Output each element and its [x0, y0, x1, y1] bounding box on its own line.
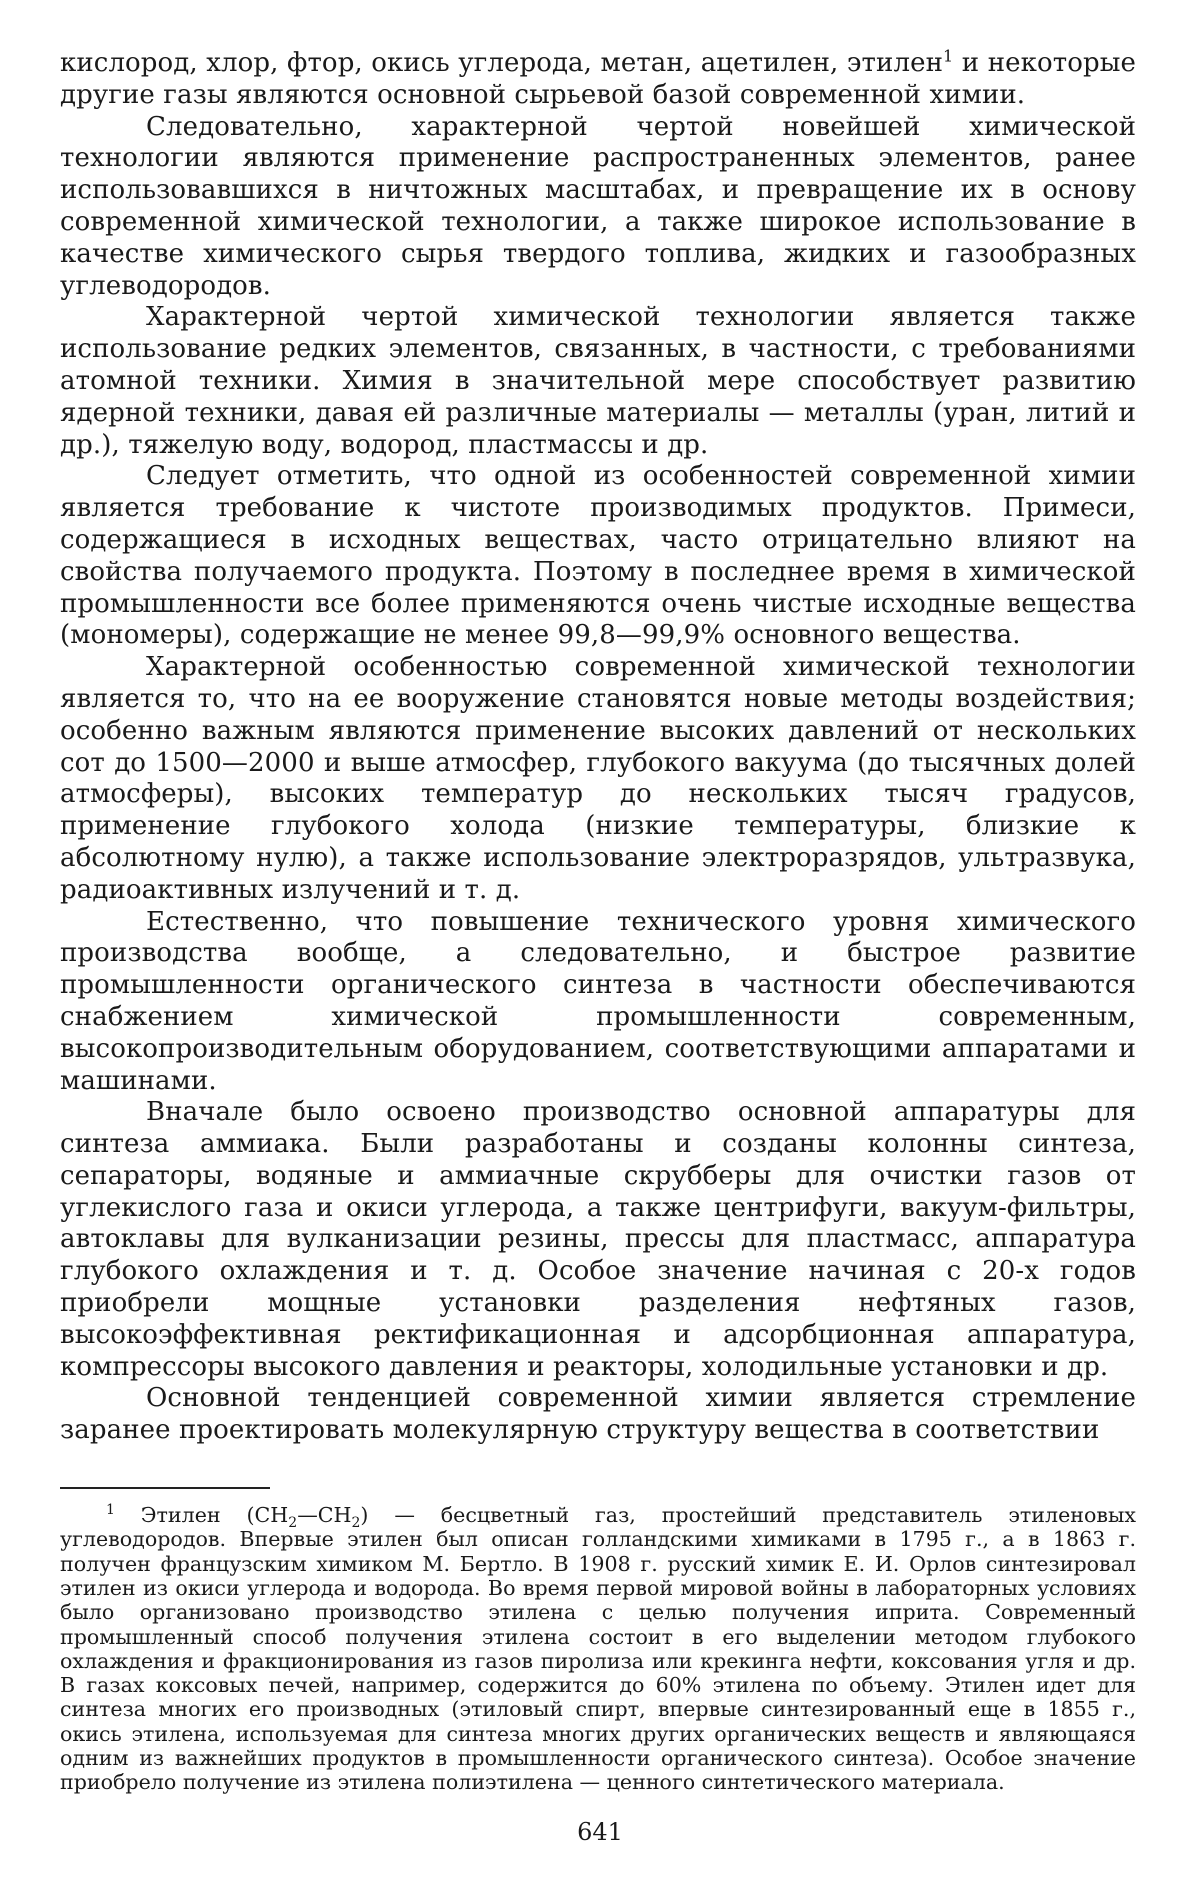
- paragraph: Следовательно, характерной чертой новейшей химической технологии являются применение распространенных элементов, ранее использовавшихся в ничтожных масштабах, и превращение их в основу современной химической технологии, а также широкое использование в качестве химического сырья твердого топлива, жидких и газообразных углеводородов.: [60, 111, 1136, 301]
- footnote-text: $^1$ Этилен $(CH_2—CH_2)$ — бесцветный газ, простейший представитель этиленовых углеводородов. Впервые этилен был описан голландскими химиками в 1795 г., а в 1863 г. получен французским химиком М. Бертло. В 1908 г. русский химик Е. И. Орлов синтезировал этилен из окиси углерода и водорода. Во время первой мировой войны в лабораторных условиях было организовано производство этилена с целью получения иприта. Современный промышленный способ получения этилена состоит в его выделении методом глубокого охлаждения и фракционирования из газов пиролиза или крекинга нефти, коксования угля и др. В газах коксовых печей, например, содержится до 60% этилена по объему. Этилен идет для синтеза многих его производных (этиловый спирт, впервые синтезированный еще в 1855 г., окись этилена, используемая для синтеза многих других органических веществ и являющаяся одним из важнейших продуктов в промышленности органического синтеза). Особое значение приобрело получение из этилена полиэтилена — ценного синтетического материала.: [60, 1502, 1136, 1795]
- paragraph: Характерной чертой химической технологии является также использование редких элементов, связанных, в частности, с требованиями атомной техники. Химия в значительной мере способствует развитию ядерной техники, давая ей различные материалы — металлы (уран, литий и др.), тяжелую воду, водород, пластмассы и др.: [60, 302, 1136, 460]
- paragraph: Следует отметить, что одной из особенностей современной химии является требование к чистоте производимых продуктов. Примеси, содержащиеся в исходных веществах, часто отрицательно влияют на свойства получаемого продукта. Поэтому в последнее время в химической промышленности все более применяются очень чистые исходные вещества (мономеры), содержащие не менее 99,8—99,9% основного вещества.: [60, 461, 1136, 651]
- paragraph: Вначале было освоено производство основной аппаратуры для синтеза аммиака. Были разработаны и созданы колонны синтеза, сепараторы, водяные и аммиачные скрубберы для очистки газов от углекислого газа и окиси углерода, а также центрифуги, вакуум-фильтры, автоклавы для вулканизации резины, прессы для пластмасс, аппаратура глубокого охлаждения и т. д. Особое значение начиная с 20-х годов приобрели мощные установки разделения нефтяных газов, высокоэффективная ректификационная и адсорбционная аппаратура, компрессоры высокого давления и реакторы, холодильные установки и др.: [60, 1097, 1136, 1382]
- paragraph-continued: кислород, хлор, фтор, окись углерода, метан, ацетилен, этилен$^1$ и некоторые другие газы являются основной сырьевой базой современной химии.: [60, 46, 1136, 110]
- paragraph: Основной тенденцией современной химии является стремление заранее проектировать молекулярную структуру вещества в соответствии: [60, 1383, 1136, 1446]
- paragraph: Естественно, что повышение технического уровня химического производства вообще, а следовательно, и быстрое развитие промышленности органического синтеза в частности обеспечиваются снабжением химической промышленности современным, высокопроизводительным оборудованием, соответствующими аппаратами и машинами.: [60, 906, 1136, 1096]
- page-number: 641: [577, 1818, 623, 1846]
- footnote: [60, 1503, 1136, 1795]
- footnote-mark: 1: [106, 1502, 115, 1519]
- footnote-divider: [60, 1487, 270, 1489]
- paragraph: Характерной особенностью современной химической технологии является то, что на ее вооружение становятся новые методы воздействия; особенно важным являются применение высоких давлений от нескольких сот до 1500—2000 и выше атмосфер, глубокого вакуума (до тысячных долей атмосферы), высоких температур до нескольких тысяч градусов, применение глубокого холода (низкие температуры, близкие к абсолютному нулю), а также использование электроразрядов, ультразвука, радиоактивных излучений и т. д.: [60, 652, 1136, 905]
- footnote-reference: 1: [943, 46, 954, 66]
- main-text: [60, 48, 1136, 1447]
